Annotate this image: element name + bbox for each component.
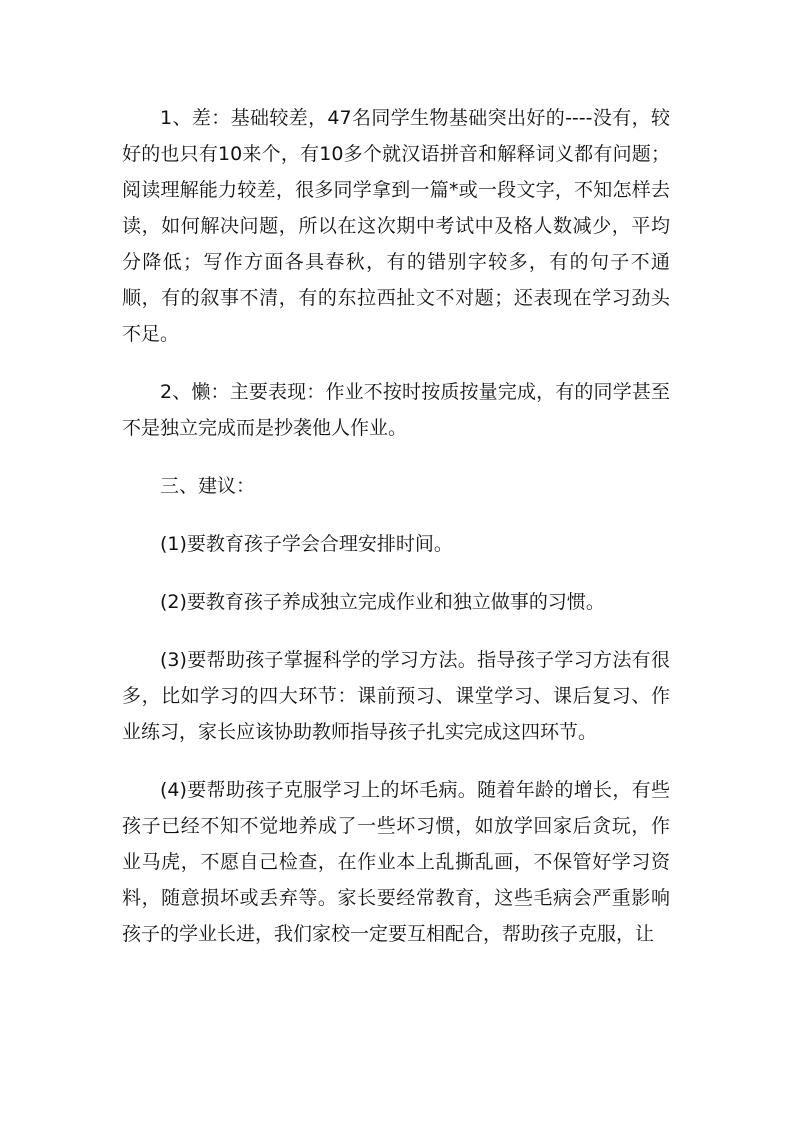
document-body <box>122 100 670 974</box>
paragraph-suggestion-3: (3)要帮助孩子掌握科学的学习方法。指导孩子学习方法有很多，比如学习的四大环节：课前预习、课堂学习、课后复习、作业练习，家长应该协助教师指导孩子扎实完成这四环节。 <box>122 649 670 743</box>
paragraph-suggestion-2: (2)要教育孩子养成独立完成作业和独立做事的习惯。 <box>160 591 605 613</box>
section-heading-suggestions: 三、建议： <box>160 475 256 497</box>
paragraph-problem-weak-foundation: 1、差：基础较差，47名同学生物基础突出好的----没有，较好的也只有10来个，有10多个就汉语拼音和解释词义都有问题；阅读理解能力较差，很多同学拿到一篇*或一段文字，不知怎样去读，如何解决问题，所以在这次期中考试中及格人数减少，平均分降低；写作方面各具春秋，有的错别字较多，有的句子不通顺，有的叙事不清，有的东拉西扯文不对题；还表现在学习劲头不足。 <box>122 107 670 345</box>
paragraph-suggestion-4: (4)要帮助孩子克服学习上的坏毛病。随着年龄的增长，有些孩子已经不知不觉地养成了一些坏习惯，如放学回家后贪玩，作业马虎，不愿自己检查，在作业本上乱撕乱画，不保管好学习资料，随意损坏或丢弃等。家长要经常教育，这些毛病会严重影响孩子的学业长进，我们家校一定要互相配合，帮助孩子克服，让 <box>122 779 670 945</box>
paragraph-suggestion-1: (1)要教育孩子学会合理安排时间。 <box>160 533 453 555</box>
paragraph-problem-laziness: 2、懒：主要表现：作业不按时按质按量完成，有的同学甚至不是独立完成而是抄袭他人作业。 <box>122 381 670 439</box>
